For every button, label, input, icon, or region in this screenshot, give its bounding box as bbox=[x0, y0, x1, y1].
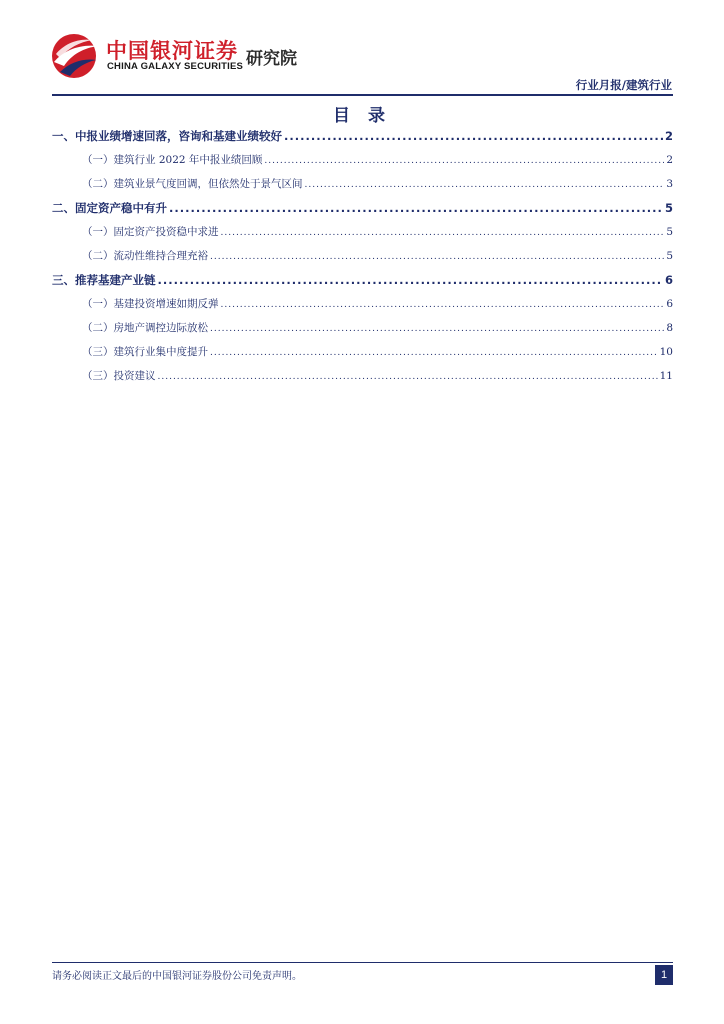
toc-entry-label: （一）建筑行业 2022 年中报业绩回顾 bbox=[82, 154, 263, 166]
header-divider bbox=[52, 94, 673, 96]
toc-entry-page: 5 bbox=[664, 201, 673, 215]
toc-leader bbox=[210, 341, 658, 365]
toc-entry[interactable] bbox=[52, 172, 673, 196]
toc-title: 目 录 bbox=[333, 106, 391, 126]
toc-leader bbox=[221, 293, 665, 317]
toc-entry-page: 3 bbox=[666, 178, 673, 190]
toc-entry-label: （三）投资建议 bbox=[82, 370, 156, 382]
report-type: 行业月报/建筑行业 bbox=[575, 78, 672, 92]
toc-entry-page: 5 bbox=[666, 250, 673, 262]
toc-entry[interactable] bbox=[52, 196, 673, 220]
toc-entry[interactable] bbox=[52, 340, 673, 364]
toc-entry-page: 2 bbox=[664, 129, 673, 143]
toc-entry-label: 二、固定资产稳中有升 bbox=[52, 201, 167, 215]
toc-entry-label: （二）建筑业景气度回调，但依然处于景气区间 bbox=[82, 178, 303, 190]
toc-leader bbox=[210, 317, 664, 341]
company-logo bbox=[50, 32, 310, 80]
toc-entry-page: 8 bbox=[666, 322, 673, 334]
toc-leader bbox=[210, 245, 664, 269]
table-of-contents bbox=[52, 124, 673, 388]
toc-entry[interactable] bbox=[52, 268, 673, 292]
logo-english-name: CHINA GALAXY SECURITIES bbox=[107, 61, 244, 72]
galaxy-logo-icon bbox=[50, 32, 100, 80]
toc-entry[interactable] bbox=[52, 292, 673, 316]
toc-entry[interactable] bbox=[52, 124, 673, 148]
toc-entry-page: 6 bbox=[666, 298, 673, 310]
footer-disclaimer: 请务必阅读正文最后的中国银河证券股份公司免责声明。 bbox=[52, 971, 302, 982]
toc-leader bbox=[221, 221, 665, 245]
toc-entry[interactable] bbox=[52, 316, 673, 340]
toc-leader bbox=[158, 268, 663, 292]
toc-entry[interactable] bbox=[52, 220, 673, 244]
toc-entry[interactable] bbox=[52, 148, 673, 172]
toc-leader bbox=[169, 196, 663, 220]
toc-entry-label: （三）建筑行业集中度提升 bbox=[82, 346, 208, 358]
toc-entry-label: （二）流动性维持合理充裕 bbox=[82, 250, 208, 262]
toc-entry-label: （一）固定资产投资稳中求进 bbox=[82, 226, 219, 238]
toc-entry-label: （一）基建投资增速如期反弹 bbox=[82, 298, 219, 310]
page-number: 1 bbox=[655, 965, 673, 985]
toc-entry[interactable] bbox=[52, 244, 673, 268]
toc-entry-page: 5 bbox=[666, 226, 673, 238]
footer-divider bbox=[52, 962, 673, 963]
toc-entry-label: 三、推荐基建产业链 bbox=[52, 273, 156, 287]
toc-entry-label: 一、中报业绩增速回落，咨询和基建业绩较好 bbox=[52, 129, 282, 143]
logo-chinese-name: 中国银河证券 bbox=[106, 39, 238, 63]
toc-leader bbox=[305, 173, 665, 197]
toc-entry[interactable] bbox=[52, 364, 673, 388]
toc-leader bbox=[264, 149, 664, 173]
toc-leader bbox=[158, 365, 658, 389]
toc-entry-page: 6 bbox=[664, 273, 673, 287]
toc-entry-page: 2 bbox=[666, 154, 673, 166]
toc-entry-page: 11 bbox=[659, 370, 673, 382]
toc-leader bbox=[284, 124, 663, 148]
logo-institute: 研究院 bbox=[246, 49, 297, 69]
toc-entry-label: （二）房地产调控边际放松 bbox=[82, 322, 208, 334]
toc-entry-page: 10 bbox=[659, 346, 673, 358]
